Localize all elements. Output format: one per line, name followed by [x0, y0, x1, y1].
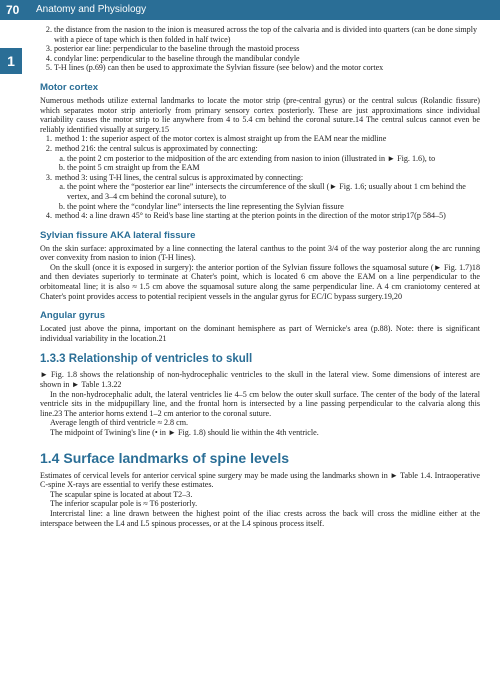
list-item: 2. the distance from the nasion to the inion is measured across the top of the calvaria and is divided into quarters (can be done simply with a piece of tape which is then folded in half twice)	[54, 25, 480, 44]
list-item: b. the point where the “condylar line” intersects the line representing the Sylvian fissure	[67, 202, 480, 212]
heading-spine-levels: 1.4 Surface landmarks of spine levels	[40, 449, 290, 466]
list-item: b. the point 5 cm straight up from the EAM	[67, 163, 480, 173]
paragraph: The scapular spine is located at about T2–3.	[50, 489, 193, 499]
motor-methods-list	[40, 134, 480, 220]
heading-sylvian-fissure: Sylvian fissure AKA lateral fissure	[40, 229, 196, 241]
paragraph: Intercristal line: a line drawn between the highest point of the iliac crests across the back will cross the midline either at the interspace between the L4 and L5 spinous processes, or at the L4 spinous process itself.	[40, 508, 480, 528]
list-item: 4. method 4: a line drawn 45° to Reid's base line starting at the pterion points in the direction of the motor strip17(p 584–5)	[54, 211, 480, 221]
list-item-text: method 3: using T-H lines, the central sulcus is approximated by connecting:	[55, 172, 304, 182]
chapter-tab: 1	[0, 48, 22, 74]
list-item: 4. condylar line: perpendicular to the baseline through the mandibular condyle	[54, 54, 480, 64]
paragraph: The inferior scapular pole is ≈ T6 posteriorly.	[50, 499, 198, 509]
list-item: 3. posterior ear line: perpendicular to the baseline through the mastoid process	[54, 44, 480, 54]
paragraph: On the skull (once it is exposed in surgery): the anterior portion of the Sylvian fissure follows the squamosal suture (► Fig. 1.7)18 and then deviates superiorly to terminate at Chater's point, which is located 6 cm above the EAM on a line perpendicular to the orbitomeatal line; it is also ≈ 1.5 cm above the squamosal suture along the same perpendicular line. A 4 cm craniotomy centered at Chater's point provides access to potential recipient vessels in the angular gyrus for EC/IC bypass surgery.19,20	[40, 262, 480, 301]
sub-list	[55, 182, 480, 211]
sub-list	[55, 154, 480, 173]
paragraph: Average length of third ventricle ≈ 2.8 cm.	[50, 418, 189, 428]
list-item: 5. T-H lines (p.69) can then be used to approximate the Sylvian fissure (see below) and the motor cortex	[54, 63, 480, 73]
heading-ventricles-to-skull: 1.3.3 Relationship of ventricles to skull	[40, 353, 253, 366]
paragraph: In the non-hydrocephalic adult, the lateral ventricles lie 4–5 cm below the outer skull surface. The center of the body of the lateral ventricle sits in the midpupillary line, and the frontal horn is intersected by a line passing perpendicular to the calvaria along this line.23 The anterior horns extend 1–2 cm anterior to the coronal suture.	[40, 389, 480, 418]
paragraph: Estimates of cervical levels for anterior cervical spine surgery may be made using the landmarks shown in ► Table 1.4. Intraoperative C-spine X-rays are essential to verify these estimates.	[40, 470, 480, 490]
list-item: a. the point 2 cm posterior to the midposition of the arc extending from nasion to inion (illustrated in ► Fig. 1.6), to	[67, 154, 480, 164]
page-header-bar	[0, 0, 500, 20]
heading-motor-cortex: Motor cortex	[40, 81, 99, 93]
paragraph: Located just above the pinna, important on the dominant hemisphere as part of Wernicke's area (p.88). Note: there is significant individual variability in the location.21	[40, 324, 480, 343]
paragraph: The midpoint of Twining's line (• in ► Fig. 1.8) should lie within the 4th ventricle.	[50, 428, 319, 437]
page-body	[40, 25, 480, 528]
list-item	[54, 173, 480, 211]
paragraph: ► Fig. 1.8 shows the relationship of non-hydrocephalic ventricles to the skull in the lateral view. Some dimensions of interest are shown in ► Table 1.3.22	[40, 370, 480, 390]
heading-angular-gyrus: Angular gyrus	[40, 310, 106, 322]
paragraph: On the skin surface: approximated by a line connecting the lateral canthus to the point 3/4 of the way posterior along the arc running over convexity from nasion to inion (T-H lines).	[40, 243, 480, 263]
list-item-text: method 216: the central sulcus is approximated by connecting:	[55, 143, 258, 153]
intro-list	[40, 25, 480, 73]
list-item: 1. method 1: the superior aspect of the motor cortex is almost straight up from the EAM near the midline	[54, 134, 480, 144]
list-item: a. the point where the “posterior ear line” intersects the circumference of the skull (► Fig. 1.6; usually about 1 cm behind the vertex, and 3–4 cm behind the coronal suture), to	[67, 182, 480, 201]
paragraph: Numerous methods utilize external landmarks to locate the motor strip (pre-central gyrus) or the central sulcus (Rolandic fissure) which separates motor strip anteriorly from primary sensory cortex posteriorly. These are just approximations since individual variability causes the motor strip to lie anywhere from 4 to 5.4 cm behind the coronal suture.14 The central sulcus cannot even be reliably identified visually at surgery.15	[40, 95, 480, 134]
running-title: Anatomy and Physiology	[36, 4, 147, 15]
list-item	[54, 144, 480, 173]
page-number: 70	[6, 3, 20, 17]
